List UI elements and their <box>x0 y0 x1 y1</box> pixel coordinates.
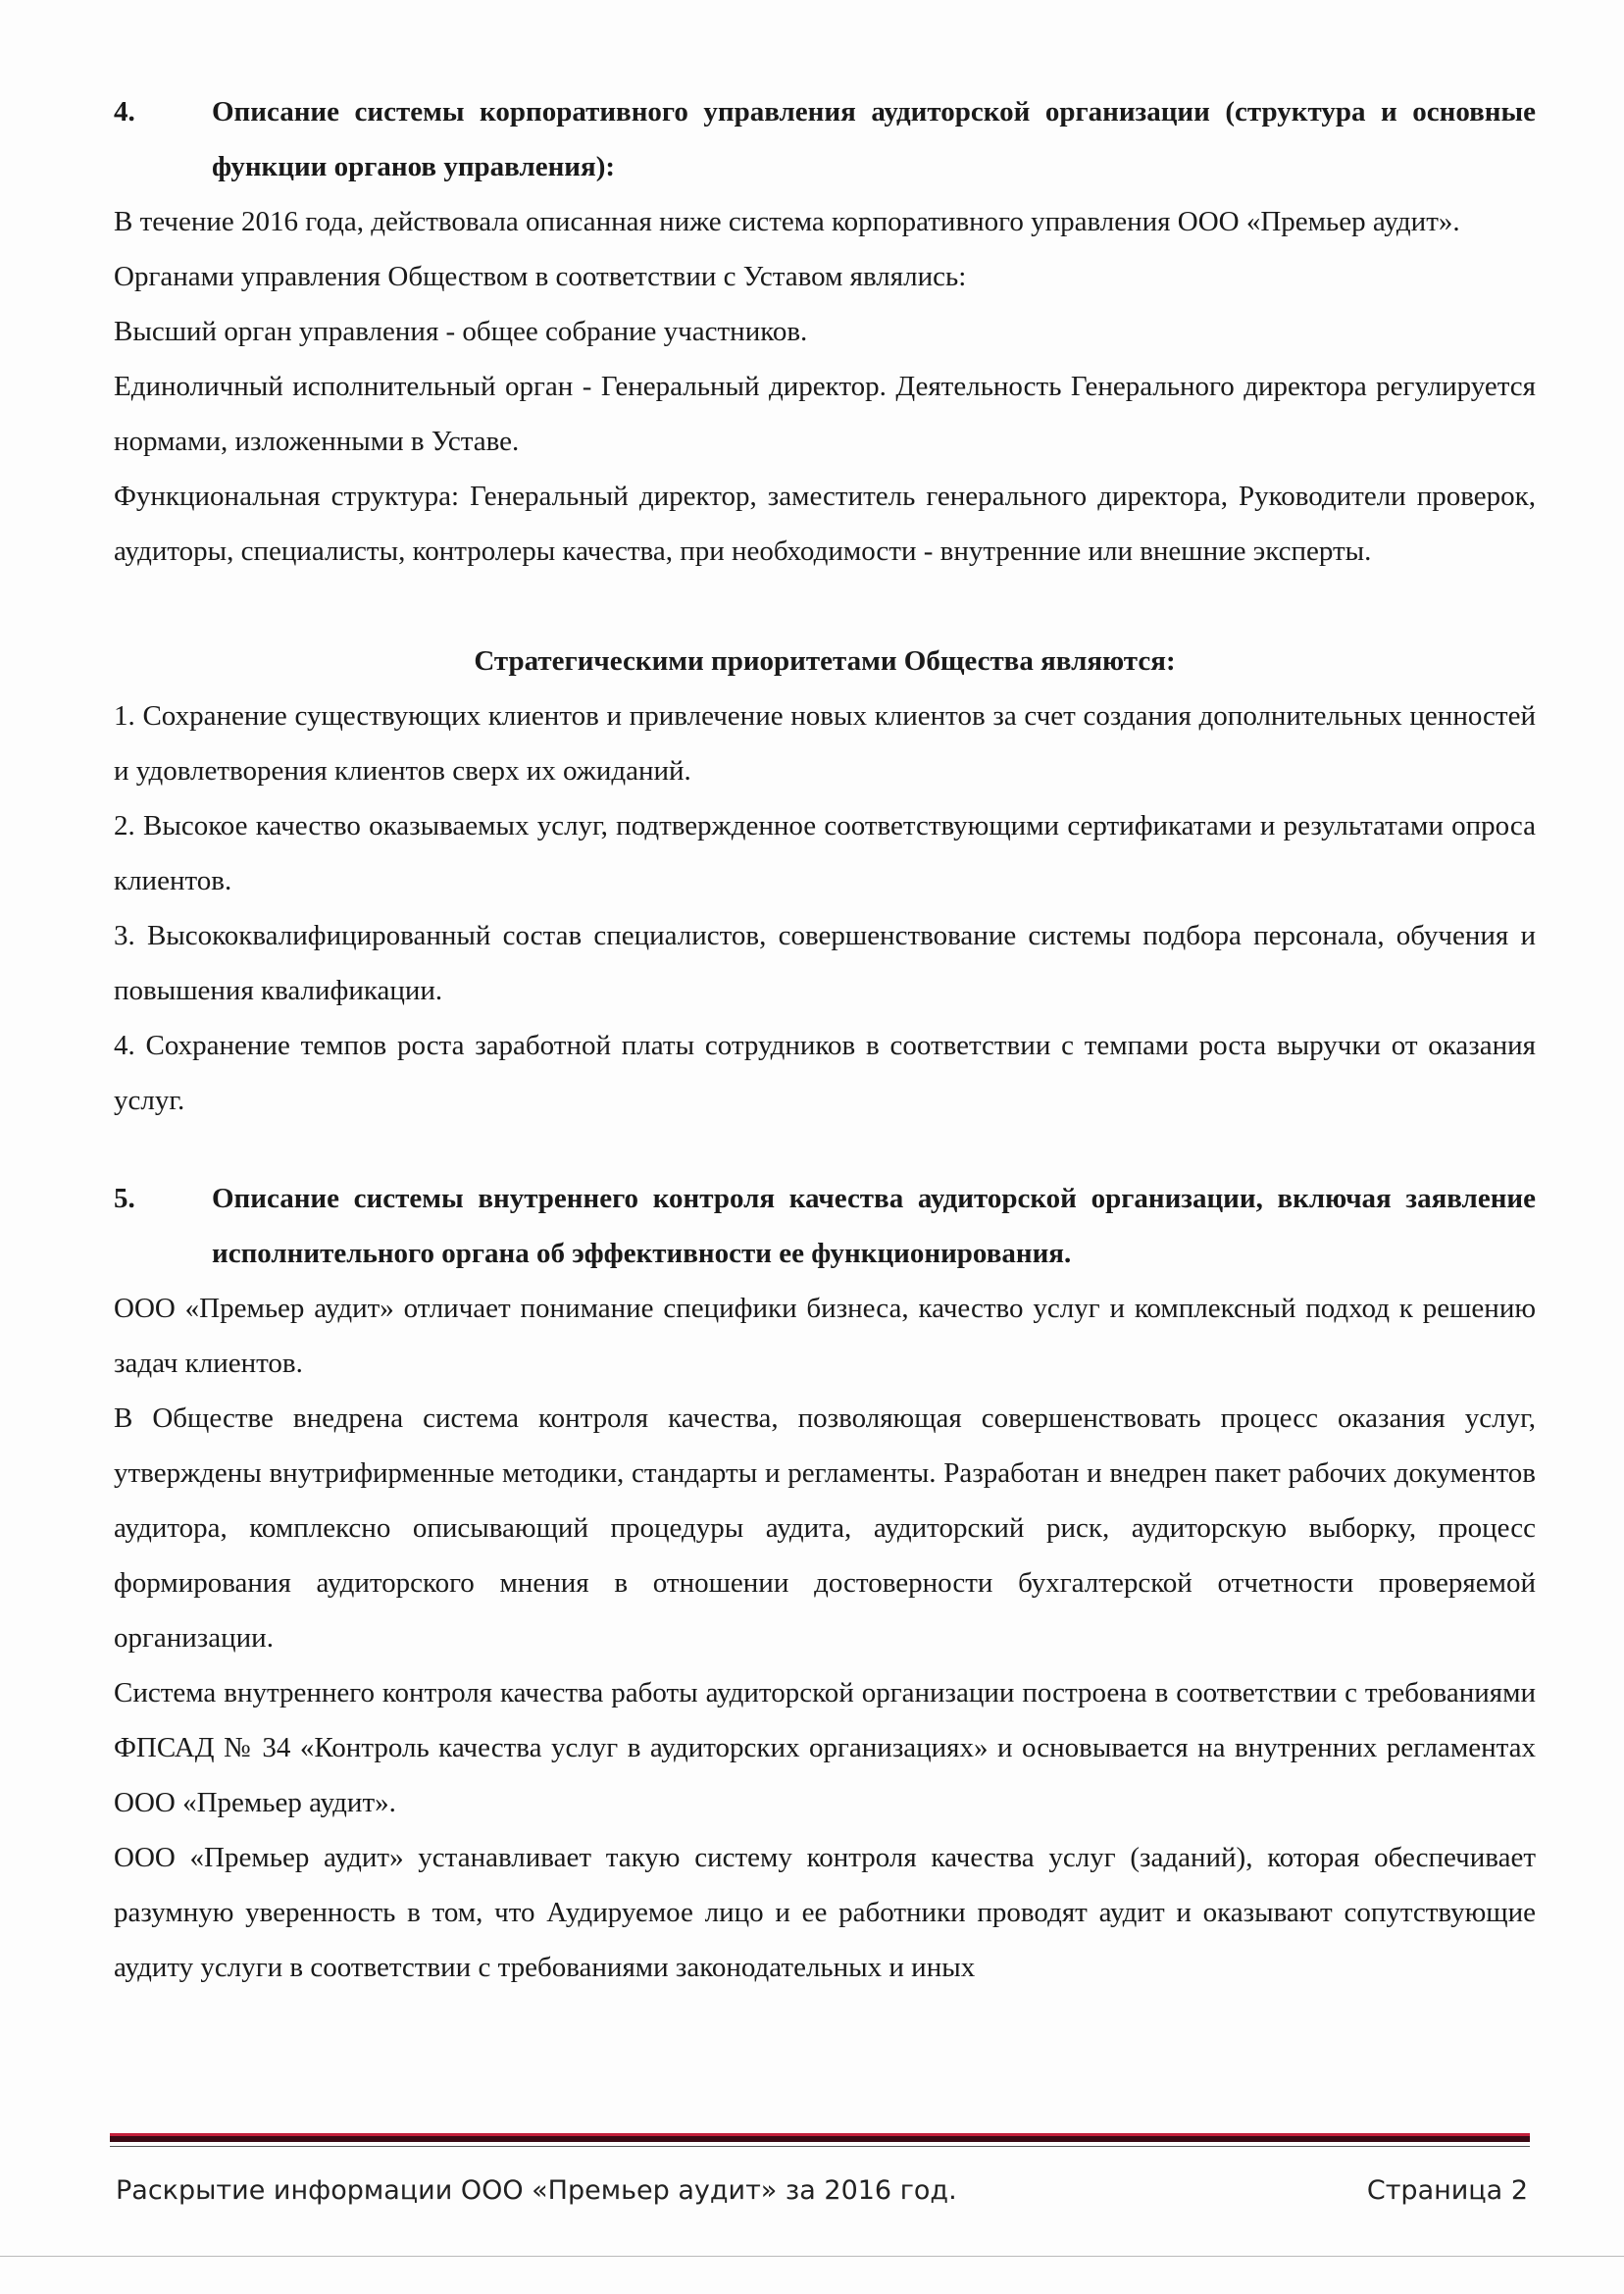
section-4-heading <box>114 84 1536 194</box>
footer-divider-thin <box>110 2146 1530 2147</box>
section-5-paragraph: Система внутреннего контроля качества работы аудиторской организации построена в соответствии с требованиями ФПСАД № 34 «Контроль качества услуг в аудиторских организациях» и основывается на внутренних регламентах ООО «Премьер аудит». <box>114 1677 1536 1818</box>
footer-divider <box>110 2136 1530 2142</box>
section-5-paragraph: ООО «Премьер аудит» устанавливает такую систему контроля качества услуг (заданий), которая обеспечивает разумную уверенность в том, что Аудируемое лицо и ее работники проводят аудит и оказывают сопутствующие аудиту услуги в соответствии с требованиями законодательных и иных <box>114 1842 1536 1983</box>
footer-page-number: Страница 2 <box>1366 2175 1528 2206</box>
priorities-title: Стратегическими приоритетами Общества являются: <box>474 645 1176 677</box>
section-4-number: 4. <box>114 96 135 127</box>
priority-item: 2. Высокое качество оказываемых услуг, подтвержденное соответствующими сертификатами и результатами опроса клиентов. <box>114 810 1536 896</box>
section-4-paragraph: Органами управления Обществом в соответствии с Уставом являлись: <box>114 261 967 292</box>
section-4-paragraph: Функциональная структура: Генеральный директор, заместитель генерального директора, Руководители проверок, аудиторы, специалисты, контролеры качества, при необходимости - внутренние или внешние эксперты. <box>114 481 1536 567</box>
priority-item: 4. Сохранение темпов роста заработной платы сотрудников в соответствии с темпами роста выручки от оказания услуг. <box>114 1030 1536 1116</box>
section-5-paragraph: В Обществе внедрена система контроля качества, позволяющая совершенствовать процесс оказания услуг, утверждены внутрифирменные методики, стандарты и регламенты. Разработан и внедрен пакет рабочих документов аудитора, комплексно описывающий процедуры аудита, аудиторский риск, аудиторскую выборку, процесс формирования аудиторского мнения в отношении достоверности бухгалтерской отчетности проверяемой организации. <box>114 1402 1536 1654</box>
section-5-title: Описание системы внутреннего контроля качества аудиторской организации, включая заявление исполнительного органа об эффективности ее функционирования. <box>212 1183 1536 1269</box>
section-4-paragraph: В течение 2016 года, действовала описанная ниже система корпоративного управления ООО «Премьер аудит». <box>114 206 1460 237</box>
priority-item: 3. Высококвалифицированный состав специалистов, совершенствование системы подбора персонала, обучения и повышения квалификации. <box>114 920 1536 1006</box>
section-gap <box>114 1128 1536 1171</box>
section-5-heading <box>114 1171 1536 1281</box>
priority-item: 1. Сохранение существующих клиентов и привлечение новых клиентов за счет создания дополнительных ценностей и удовлетворения клиентов сверх их ожиданий. <box>114 700 1536 787</box>
footer-document-title: Раскрытие информации ООО «Премьер аудит» за 2016 год. <box>116 2175 957 2206</box>
section-5-number: 5. <box>114 1183 135 1214</box>
section-4-paragraph: Единоличный исполнительный орган - Генеральный директор. Деятельность Генерального директора регулируется нормами, изложенными в Уставе. <box>114 371 1536 457</box>
page-footer <box>116 2175 1528 2206</box>
section-5-paragraph: ООО «Премьер аудит» отличает понимание специфики бизнеса, качество услуг и комплексный подход к решению задач клиентов. <box>114 1293 1536 1379</box>
document-body <box>114 84 1536 1995</box>
section-4-paragraph: Высший орган управления - общее собрание участников. <box>114 316 808 347</box>
scan-edge-line <box>0 2256 1624 2257</box>
section-4-title: Описание системы корпоративного управления аудиторской организации (структура и основные функции органов управления): <box>212 96 1536 182</box>
